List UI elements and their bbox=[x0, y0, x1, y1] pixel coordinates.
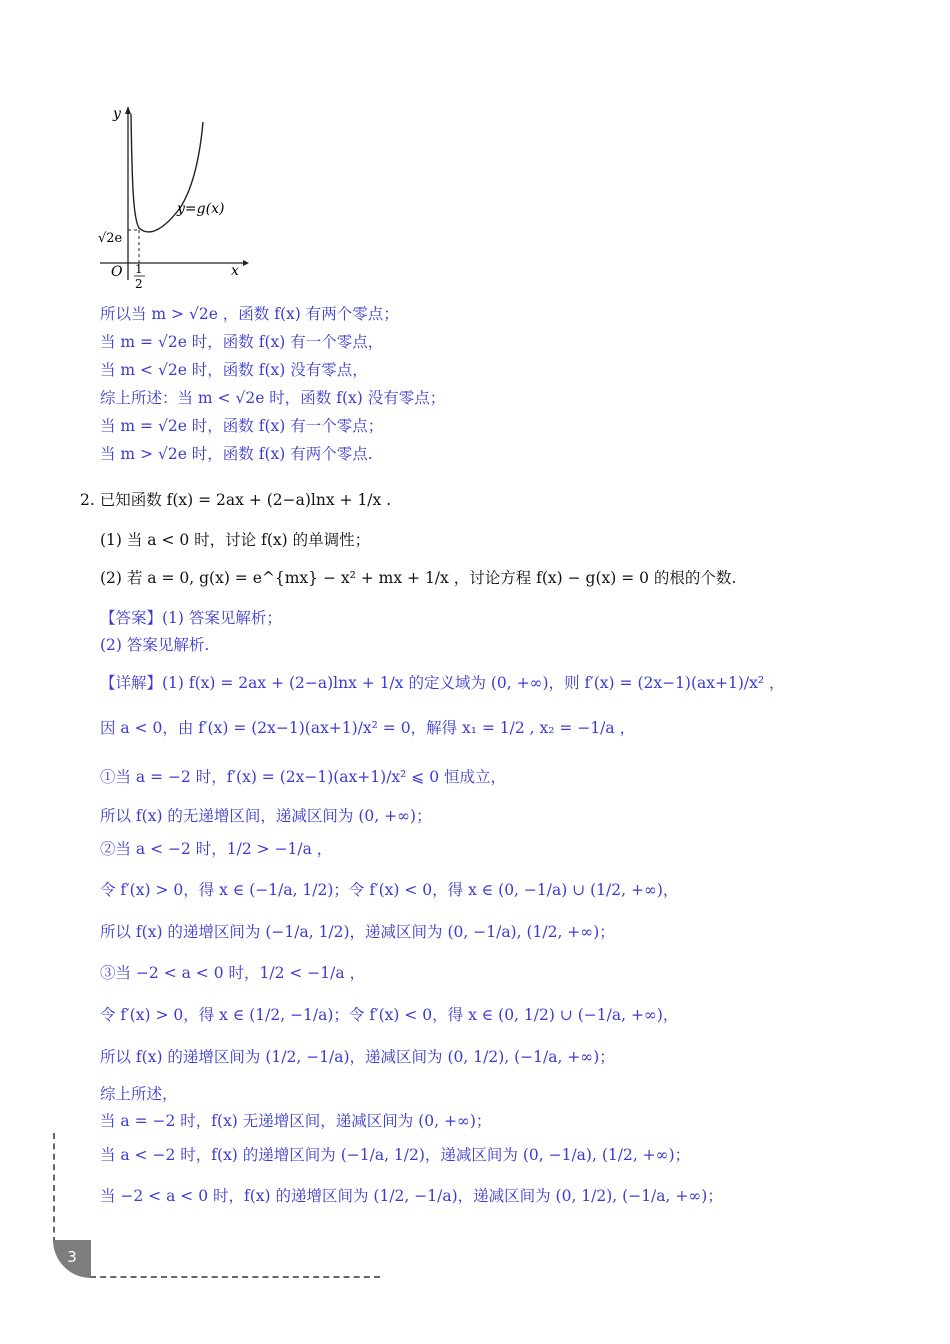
page-number: 3 bbox=[53, 1240, 91, 1278]
text-line: ①当 a = −2 时，f′(x) = (2x−1)(ax+1)/x² ⩽ 0 恒成立， bbox=[100, 768, 506, 786]
text-line: 当 a < −2 时，f(x) 的递增区间为 (−1/a, 1/2)，递减区间为 (0, −1/a), (1/2, +∞)； bbox=[100, 1146, 691, 1164]
x-axis-label: x bbox=[231, 263, 239, 279]
text-line: 因 a < 0，由 f′(x) = (2x−1)(ax+1)/x² = 0，解得 x₁ = 1/2 , x₂ = −1/a ， bbox=[100, 719, 636, 737]
y-tick-label: √2e bbox=[98, 231, 123, 246]
text-line: 令 f′(x) > 0，得 x ∈ (1/2, −1/a)；令 f′(x) < 0，得 x ∈ (0, 1/2) ∪ (−1/a, +∞)， bbox=[100, 1006, 679, 1024]
text-line: 综上所述：当 m < √2e 时，函数 f(x) 没有零点； bbox=[100, 389, 446, 407]
text-line: 所以 f(x) 的递增区间为 (1/2, −1/a)，递减区间为 (0, 1/2), (−1/a, +∞)； bbox=[100, 1048, 615, 1066]
page-border-horizontal bbox=[90, 1276, 380, 1278]
text-line: 所以当 m > √2e ，函数 f(x) 有两个零点； bbox=[100, 305, 399, 323]
y-axis-label: y bbox=[113, 106, 121, 122]
curve-label: y=g(x) bbox=[177, 201, 225, 217]
x-tick-numerator: 1 bbox=[135, 262, 143, 276]
answer-heading: 【答案】(1) 答案见解析； bbox=[100, 609, 282, 627]
question-2-stem: 2. 已知函数 f(x) = 2ax + (2−a)lnx + 1/x . bbox=[80, 491, 392, 509]
text-line: (2) 答案见解析. bbox=[100, 636, 210, 654]
text-line: 当 a = −2 时，f(x) 无递增区间，递减区间为 (0, +∞)； bbox=[100, 1112, 492, 1130]
text-line: ③当 −2 < a < 0 时，1/2 < −1/a ， bbox=[100, 964, 366, 982]
text-line: ②当 a < −2 时，1/2 > −1/a ， bbox=[100, 840, 333, 858]
x-axis-arrow bbox=[243, 260, 249, 266]
x-tick-denominator: 2 bbox=[135, 277, 143, 290]
text-line: 当 m < √2e 时，函数 f(x) 没有零点， bbox=[100, 361, 368, 379]
origin-label: O bbox=[111, 264, 123, 280]
page-border-vertical bbox=[53, 1133, 55, 1243]
text-line: 令 f′(x) > 0，得 x ∈ (−1/a, 1/2)；令 f′(x) < 0，得 x ∈ (0, −1/a) ∪ (1/2, +∞)， bbox=[100, 881, 679, 899]
text-line: 当 m = √2e 时，函数 f(x) 有一个零点， bbox=[100, 333, 384, 351]
question-2-part-2: (2) 若 a = 0, g(x) = e^{mx} − x² + mx + 1/x ，讨论方程 f(x) − g(x) = 0 的根的个数. bbox=[100, 569, 737, 587]
text-line: 当 m = √2e 时，函数 f(x) 有一个零点； bbox=[100, 417, 384, 435]
text-line: 所以 f(x) 的无递增区间，递减区间为 (0, +∞)； bbox=[100, 807, 432, 825]
text-line: 所以 f(x) 的递增区间为 (−1/a, 1/2)，递减区间为 (0, −1/a), (1/2, +∞)； bbox=[100, 923, 615, 941]
text-line: 当 m > √2e 时，函数 f(x) 有两个零点. bbox=[100, 445, 373, 463]
y-axis-arrow bbox=[125, 106, 131, 114]
question-2-part-1: (1) 当 a < 0 时，讨论 f(x) 的单调性； bbox=[100, 531, 371, 549]
text-line: 当 −2 < a < 0 时，f(x) 的递增区间为 (1/2, −1/a)，递减区间为 (0, 1/2), (−1/a, +∞)； bbox=[100, 1187, 723, 1205]
solution-heading: 【详解】(1) f(x) = 2ax + (2−a)lnx + 1/x 的定义域为 (0, +∞)，则 f′(x) = (2x−1)(ax+1)/x² ， bbox=[100, 674, 785, 692]
text-line: 综上所述， bbox=[100, 1085, 178, 1103]
function-graph bbox=[95, 100, 255, 290]
